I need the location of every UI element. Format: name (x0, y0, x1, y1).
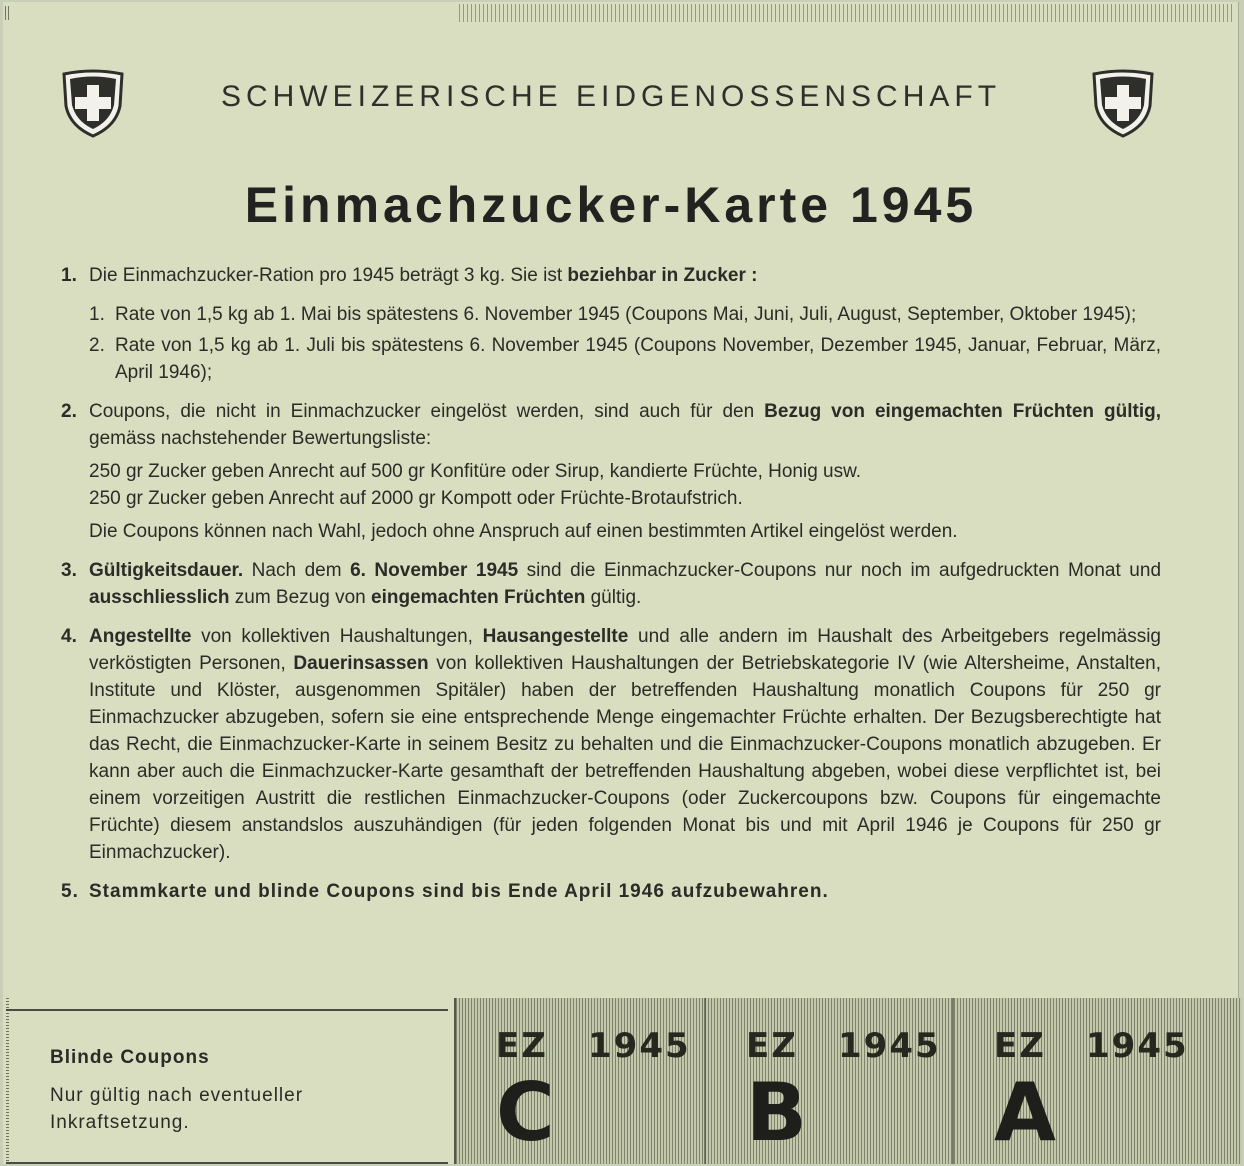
sub-item (89, 332, 1161, 386)
card-title: Einmachzucker-Karte 1945 (244, 177, 978, 233)
valuation-line: 250 gr Zucker geben Anrecht auf 2000 gr Kompott oder Früchte-Brotaufstrich. (89, 488, 743, 509)
coupon-year: 1945 (838, 1026, 941, 1066)
coupon-letter: A (994, 1066, 1056, 1159)
section-text: gültig. (585, 587, 642, 608)
section-text: Stammkarte und blinde Coupons sind bis Ende April 1946 aufzubewahren. (89, 881, 829, 902)
perforation-strip (459, 4, 1235, 22)
coupon-c[interactable] (456, 998, 704, 1164)
section-text: Coupons, die nicht in Einmachzucker eingelöst werden, sind auch für den (89, 401, 765, 422)
section-text: von kollektiven Haushaltungen der Betriebskategorie IV (wie Altersheime, Anstalten, Institute und Klöster, ausgenommen Spitäler) haben der betreffenden Haushaltung monatlich Coupons für 250 gr Einmachzucker abzugeben, sofern sie eine entsprechende Menge eingemachter Früchte erhalten. Der Bezugsberechtigte hat das Recht, die Einmachzucker-Karte in seinem Besitz zu behalten und die Einmachzucker-Coupons monatlich abzugeben. Er kann aber auch die Einmachzucker-Karte gesamthaft der betreffenden Haushaltung abgeben, wobei diese verpflichtet ist, bei einem vorzeitigen Austritt die restlichen Einmachzucker-Coupons (oder Zuckercoupons bzw. Coupons für eingemachte Früchte) diesem anstandslos auszuhändigen (für jeden folgenden Monat bis und mit April 1946 je Coupons für 250 gr Einmachzucker). (89, 653, 1161, 863)
section-emphasis: Dauerinsassen (293, 653, 429, 674)
section-emphasis: Angestellte (89, 626, 192, 647)
section-2 (61, 398, 1161, 545)
section-number: 1. (61, 265, 77, 286)
coupon-code: EZ (496, 1026, 548, 1066)
coupon-strip (454, 998, 1242, 1164)
coupon-year: 1945 (588, 1026, 691, 1066)
coupon-letter: C (496, 1066, 555, 1159)
blind-coupons-title: Blinde Coupons (50, 1047, 210, 1068)
section-4 (61, 623, 1161, 866)
section-number: 4. (61, 626, 77, 647)
coupon-code: EZ (746, 1026, 798, 1066)
sub-item-number: 1. (89, 304, 105, 325)
valuation-note: Die Coupons können nach Wahl, jedoch ohne Anspruch auf einen bestimmten Artikel eingelöst werden. (89, 521, 958, 542)
section-emphasis: ausschliesslich (89, 587, 230, 608)
coupon-code: EZ (994, 1026, 1046, 1066)
section-text: gemäss nachstehender Bewertungsliste: (89, 428, 432, 449)
section-5 (61, 878, 1161, 905)
section-number: 2. (61, 401, 77, 422)
sub-item-text: Rate von 1,5 kg ab 1. Mai bis spätestens 6. November 1945 (Coupons Mai, Juni, Juli, August, September, Oktober 1945); (115, 304, 1137, 325)
section-text: Nach dem (243, 560, 351, 581)
sub-item-text: Rate von 1,5 kg ab 1. Juli bis spätestens 6. November 1945 (Coupons November, Dezember 1945, Januar, Februar, März, April 1946); (115, 335, 1161, 383)
section-1 (61, 262, 1161, 289)
coupon-letter: B (746, 1066, 807, 1159)
perforation-edge (6, 998, 9, 1166)
section-number: 3. (61, 560, 77, 581)
coupon-b[interactable] (706, 998, 954, 1164)
ration-card (3, 2, 1239, 1164)
section-emphasis: 6. November 1945 (350, 560, 519, 581)
section-emphasis: eingemachten Früchten (371, 587, 586, 608)
sub-item (89, 301, 1161, 328)
coupon-year: 1945 (1086, 1026, 1189, 1066)
section-3 (61, 557, 1161, 611)
section-text: sind die Einmachzucker-Coupons nur noch im aufgedruckten Monat und (518, 560, 1162, 581)
section-emphasis: beziehbar in Zucker : (567, 265, 758, 286)
section-text: zum Bezug von (229, 587, 371, 608)
section-text: Die Einmachzucker-Ration pro 1945 beträgt 3 kg. Sie ist (89, 265, 568, 286)
coupon-a[interactable] (954, 998, 1202, 1164)
section-text: und alle andern im Haushalt des Arbeitgebers regelmässig verköstigten Personen, (89, 626, 1161, 674)
terms-body (61, 262, 1161, 917)
section-text: von kollektiven Haushaltungen, (191, 626, 483, 647)
perforation-mark (5, 6, 11, 20)
swiss-shield-icon (1090, 68, 1156, 138)
divider-line (6, 1162, 448, 1164)
sub-item-number: 2. (89, 335, 105, 356)
section-emphasis: Bezug von eingemachten Früchten gültig, (764, 401, 1162, 422)
issuer-name: SCHWEIZERISCHE EIDGENOSSENSCHAFT (220, 80, 1002, 113)
section-emphasis: Gültigkeitsdauer. (89, 560, 244, 581)
valuation-line: 250 gr Zucker geben Anrecht auf 500 gr Konfitüre oder Sirup, kandierte Früchte, Honig usw. (89, 461, 862, 482)
section-number: 5. (61, 881, 79, 902)
divider-line (6, 1009, 448, 1011)
section-emphasis: Hausangestellte (482, 626, 629, 647)
blind-coupons-note: Nur gültig nach eventueller Inkraftsetzung. (50, 1085, 304, 1133)
